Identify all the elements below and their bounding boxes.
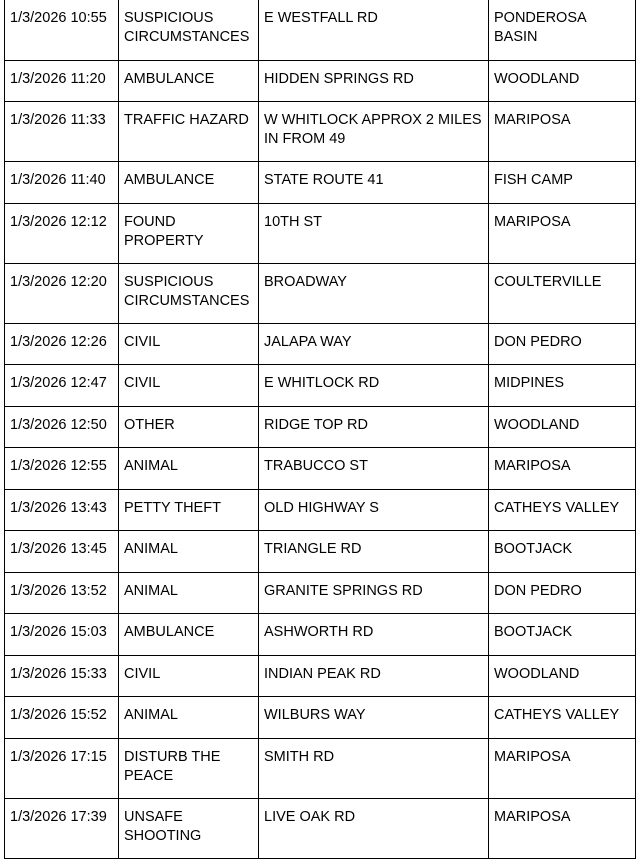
table-row — [5, 655, 636, 697]
location-cell: E WHITLOCK RD — [259, 365, 489, 407]
table-row — [5, 365, 636, 407]
location-cell: BROADWAY — [259, 263, 489, 323]
area-cell: MARIPOSA — [489, 203, 636, 263]
location-cell: HIDDEN SPRINGS RD — [259, 60, 489, 102]
area-cell: WOODLAND — [489, 60, 636, 102]
area-cell: MARIPOSA — [489, 738, 636, 798]
location-cell: TRIANGLE RD — [259, 531, 489, 573]
datetime-cell: 1/3/2026 12:20 — [5, 263, 119, 323]
area-cell: DON PEDRO — [489, 323, 636, 365]
table-row — [5, 263, 636, 323]
table-row — [5, 0, 636, 60]
type-cell: TRAFFIC HAZARD — [119, 102, 259, 162]
area-cell: MIDPINES — [489, 365, 636, 407]
datetime-cell: 1/3/2026 17:15 — [5, 738, 119, 798]
area-cell: DON PEDRO — [489, 572, 636, 614]
type-cell: PETTY THEFT — [119, 489, 259, 531]
location-cell: TRABUCCO ST — [259, 448, 489, 490]
type-cell: FOUND PROPERTY — [119, 203, 259, 263]
datetime-cell: 1/3/2026 12:55 — [5, 448, 119, 490]
call-log-body — [5, 0, 636, 858]
datetime-cell: 1/3/2026 15:52 — [5, 697, 119, 739]
type-cell: DISTURB THE PEACE — [119, 738, 259, 798]
location-cell: ASHWORTH RD — [259, 614, 489, 656]
type-cell: SUSPICIOUS CIRCUMSTANCES — [119, 0, 259, 60]
type-cell: AMBULANCE — [119, 162, 259, 204]
datetime-cell: 1/3/2026 12:12 — [5, 203, 119, 263]
datetime-cell: 1/3/2026 15:03 — [5, 614, 119, 656]
location-cell: JALAPA WAY — [259, 323, 489, 365]
area-cell: CATHEYS VALLEY — [489, 697, 636, 739]
type-cell: CIVIL — [119, 365, 259, 407]
table-row — [5, 406, 636, 448]
area-cell: BOOTJACK — [489, 531, 636, 573]
location-cell: OLD HIGHWAY S — [259, 489, 489, 531]
location-cell: E WESTFALL RD — [259, 0, 489, 60]
type-cell: AMBULANCE — [119, 60, 259, 102]
type-cell: ANIMAL — [119, 697, 259, 739]
type-cell: CIVIL — [119, 323, 259, 365]
area-cell: MARIPOSA — [489, 448, 636, 490]
datetime-cell: 1/3/2026 12:26 — [5, 323, 119, 365]
location-cell: 10TH ST — [259, 203, 489, 263]
datetime-cell: 1/3/2026 11:20 — [5, 60, 119, 102]
type-cell: ANIMAL — [119, 448, 259, 490]
datetime-cell: 1/3/2026 12:47 — [5, 365, 119, 407]
type-cell: OTHER — [119, 406, 259, 448]
area-cell: BOOTJACK — [489, 614, 636, 656]
type-cell: SUSPICIOUS CIRCUMSTANCES — [119, 263, 259, 323]
table-row — [5, 203, 636, 263]
table-row — [5, 60, 636, 102]
type-cell: AMBULANCE — [119, 614, 259, 656]
type-cell: ANIMAL — [119, 531, 259, 573]
table-row — [5, 614, 636, 656]
datetime-cell: 1/3/2026 11:33 — [5, 102, 119, 162]
table-row — [5, 697, 636, 739]
table-row — [5, 572, 636, 614]
datetime-cell: 1/3/2026 11:40 — [5, 162, 119, 204]
table-row — [5, 798, 636, 858]
location-cell: INDIAN PEAK RD — [259, 655, 489, 697]
location-cell: RIDGE TOP RD — [259, 406, 489, 448]
location-cell: W WHITLOCK APPROX 2 MILES IN FROM 49 — [259, 102, 489, 162]
table-row — [5, 162, 636, 204]
type-cell: ANIMAL — [119, 572, 259, 614]
area-cell: CATHEYS VALLEY — [489, 489, 636, 531]
table-row — [5, 738, 636, 798]
area-cell: WOODLAND — [489, 655, 636, 697]
table-row — [5, 448, 636, 490]
table-row — [5, 102, 636, 162]
datetime-cell: 1/3/2026 15:33 — [5, 655, 119, 697]
datetime-cell: 1/3/2026 13:45 — [5, 531, 119, 573]
table-row — [5, 489, 636, 531]
location-cell: LIVE OAK RD — [259, 798, 489, 858]
area-cell: WOODLAND — [489, 406, 636, 448]
location-cell: SMITH RD — [259, 738, 489, 798]
location-cell: GRANITE SPRINGS RD — [259, 572, 489, 614]
table-row — [5, 531, 636, 573]
datetime-cell: 1/3/2026 17:39 — [5, 798, 119, 858]
location-cell: STATE ROUTE 41 — [259, 162, 489, 204]
area-cell: COULTERVILLE — [489, 263, 636, 323]
datetime-cell: 1/3/2026 13:52 — [5, 572, 119, 614]
area-cell: MARIPOSA — [489, 798, 636, 858]
datetime-cell: 1/3/2026 12:50 — [5, 406, 119, 448]
datetime-cell: 1/3/2026 10:55 — [5, 0, 119, 60]
area-cell: PONDEROSA BASIN — [489, 0, 636, 60]
type-cell: CIVIL — [119, 655, 259, 697]
area-cell: MARIPOSA — [489, 102, 636, 162]
table-row — [5, 323, 636, 365]
location-cell: WILBURS WAY — [259, 697, 489, 739]
area-cell: FISH CAMP — [489, 162, 636, 204]
call-log-table — [4, 0, 636, 859]
datetime-cell: 1/3/2026 13:43 — [5, 489, 119, 531]
type-cell: UNSAFE SHOOTING — [119, 798, 259, 858]
